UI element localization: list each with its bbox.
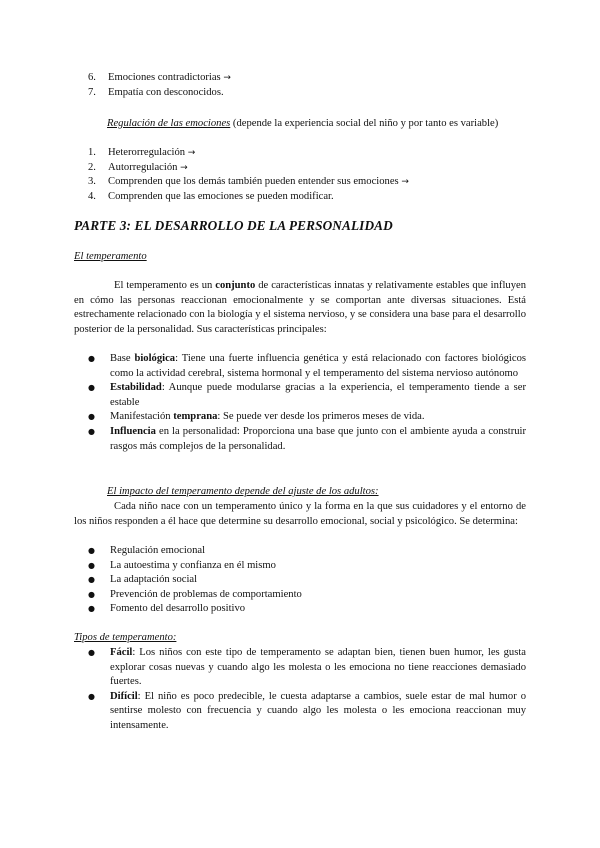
- list-item: 6. Emociones contradictorias →: [88, 72, 231, 83]
- determines-list: [74, 544, 526, 617]
- emotions-list-continued: [74, 71, 526, 100]
- section-heading: [74, 219, 526, 234]
- list-item: ● Fácil: Los niños con este tipo de temperamento se adaptan bien, tienen buen humor, les gusta explorar cosas nuevas y cuando algo les molesta o les emociona no tiene reacciones demasiado fuertes.: [88, 647, 526, 688]
- impact-paragraph: Cada niño nace con un temperamento único y la forma en la que sus cuidadores y el entorno de los niños responden a él hace que determine su desarrollo emocional, social y psicológico. Se determina:: [74, 501, 526, 527]
- bullet-icon: ●: [88, 691, 95, 701]
- list-item: ● Estabilidad: Aunque puede modularse gracias a la experiencia, el temperamento tiende a ser estable: [88, 382, 526, 408]
- list-item: ● Base biológica: Tiene una fuerte influencia genética y está relacionado con factores biológicos como la actividad cerebral, sistema hormonal y el temperamento del sistema nervioso autónomo: [88, 353, 526, 379]
- temperament-title: El temperamento: [74, 251, 147, 262]
- bullet-icon: ●: [88, 648, 95, 657]
- arrow-icon: →: [187, 148, 196, 158]
- part3-heading: PARTE 3: EL DESARROLLO DE LA PERSONALIDAD: [74, 218, 393, 233]
- features-list: [74, 352, 526, 454]
- bullet-icon: ●: [88, 560, 95, 570]
- list-item: ● Fomento del desarrollo positivo: [74, 602, 526, 617]
- list-item: ● La adaptación social: [74, 573, 526, 588]
- bullet-icon: ●: [88, 412, 95, 422]
- arrow-icon: →: [180, 162, 188, 173]
- bullet-icon: ●: [88, 383, 95, 393]
- list-item: ● Difícil: El niño es poco predecible, le cuesta adaptarse a cambios, suele estar de mal humor o sentirse molesto con frecuencia y cuando algo les molesta o les emociona reaccionan muy intensamente.: [88, 690, 526, 731]
- list-item: ● Influencia en la personalidad: Proporciona una base que junto con el ambiente ayuda a construir rasgos más complejos de la personalidad.: [88, 425, 526, 452]
- list-item: 7. Empatía con desconocidos.: [88, 86, 224, 98]
- list-item: ● Regulación emocional: [74, 544, 526, 559]
- bullet-icon: ●: [88, 589, 95, 599]
- emotion-regulation-heading: Regulación de las emociones (depende la experiencia social del niño y por tanto es variable): [107, 118, 499, 129]
- regulation-list: [74, 146, 526, 204]
- bullet-icon: ●: [88, 575, 95, 585]
- temperament-intro: El temperamento es un conjunto de características innatas y relativamente estables que influyen en cómo las personas reaccionan emocionalmente y se comportan ante diversas situaciones. Está estrechamente relacionado con la biología y el sistema nervioso, y se considera una base para el desarrollo posterior de la personalidad. Sus características principales:: [74, 280, 526, 335]
- list-item: 1. Heterorregulación →: [88, 147, 196, 158]
- list-item: ● Manifestación temprana: Se puede ver desde los primeros meses de vida.: [74, 410, 526, 425]
- impact-heading: El impacto del temperamento depende del ajuste de los adultos:: [107, 486, 379, 497]
- list-item: ● Prevención de problemas de comportamiento: [74, 588, 526, 603]
- types-heading: Tipos de temperamento:: [74, 632, 177, 643]
- bullet-icon: ●: [88, 604, 95, 614]
- types-list: [74, 646, 526, 734]
- bullet-icon: ●: [88, 546, 95, 555]
- list-item: ● La autoestima y confianza en él mismo: [74, 559, 526, 574]
- list-item: 2. Autorregulación →: [88, 161, 188, 173]
- bullet-icon: ●: [88, 354, 95, 363]
- list-item: 3. Comprenden que los demás también pueden entender sus emociones →: [88, 176, 409, 188]
- arrow-icon: →: [223, 73, 231, 83]
- arrow-icon: →: [401, 177, 409, 188]
- list-item: 4. Comprenden que las emociones se pueden modificar.: [88, 190, 334, 202]
- bullet-icon: ●: [88, 426, 95, 436]
